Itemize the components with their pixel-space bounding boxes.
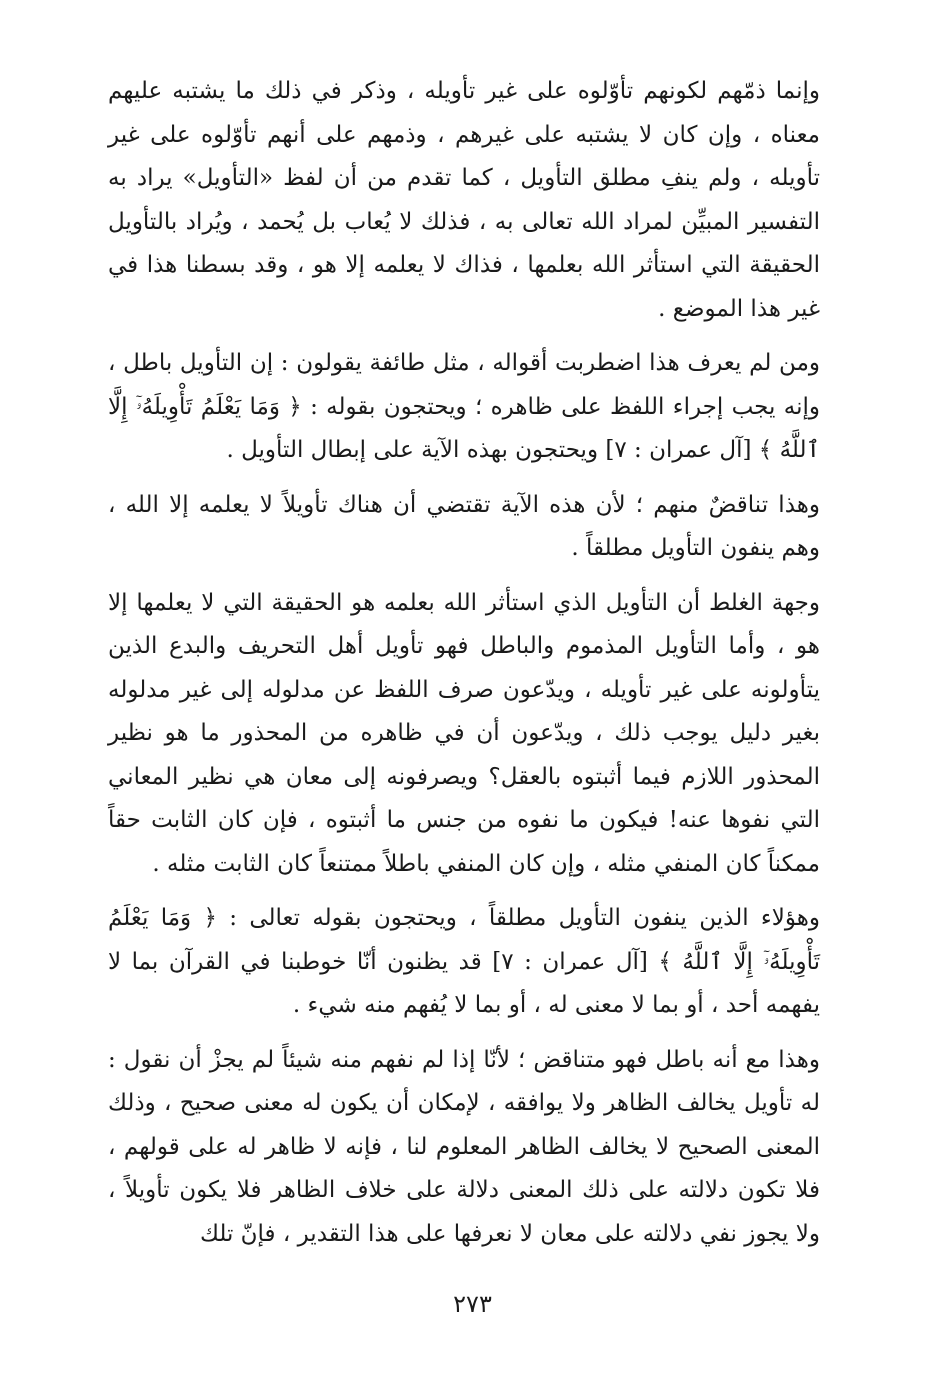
page-number: ٢٧٣ (453, 1290, 492, 1318)
paragraph-2: ومن لم يعرف هذا اضطربت أقواله ، مثل طائفة يقولون : إن التأويل باطل ، وإنه يجب إجراء اللفظ على ظاهره ؛ ويحتجون بقوله : ﴿ وَمَا يَعْلَمُ تَأْوِيلَهُۥٓ إِلَّا ٱللَّهُ ﴾ [آل عمران : ٧] ويحتجون بهذه الآية على إبطال التأويل . (108, 350, 820, 463)
paragraph-6: وهذا مع أنه باطل فهو متناقض ؛ لأنّا إذا لم نفهم منه شيئاً لم يجزْ أن نقول : له تأويل يخالف الظاهر ولا يوافقه ، لإمكان أن يكون له معنى صحيح ، وذلك المعنى الصحيح لا يخالف الظاهر المعلوم لنا ، فإنه لا ظاهر له على قولهم ، فلا تكون دلالته على ذلك المعنى دلالة على خلاف الظاهر فلا يكون تأويلاً ، ولا يجوز نفي دلالته على معان لا نعرفها على هذا التقدير ، فإنّ تلك (108, 1046, 820, 1247)
paragraph-3: وهذا تناقضٌ منهم ؛ لأن هذه الآية تقتضي أن هناك تأويلاً لا يعلمه إلا الله ، وهم ينفون التأويل مطلقاً . (108, 491, 820, 561)
paragraph-4: وجهة الغلط أن التأويل الذي استأثر الله بعلمه هو الحقيقة التي لا يعلمها إلا هو ، وأما التأويل المذموم والباطل فهو تأويل أهل التحريف والبدع الذين يتأولونه على غير تأويله ، ويدّعون صرف اللفظ عن مدلوله إلى غير مدلوله بغير دليل يوجب ذلك ، ويدّعون أن في ظاهره من المحذور ما هو نظير المحذور اللازم فيما أثبتوه بالعقل؟ ويصرفونه إلى معان هي نظير المعاني التي نفوها عنه! فيكون ما نفوه من جنس ما أثبتوه ، فإن كان الثابت حقاً ممكناً كان المنفي مثله ، وإن كان المنفي باطلاً ممتنعاً كان الثابت مثله . (108, 589, 820, 877)
page-text-body (108, 70, 820, 1267)
paragraph-1: وإنما ذمّهم لكونهم تأوّلوه على غير تأويله ، وذكر في ذلك ما يشتبه عليهم معناه ، وإن كان لا يشتبه على غيرهم ، وذمهم على أنهم تأوّلوه على غير تأويله ، ولم ينفِ مطلق التأويل ، كما تقدم من أن لفظ «التأويل» يراد به التفسير المبيِّن لمراد الله تعالى به ، فذلك لا يُعاب بل يُحمد ، ويُراد بالتأويل الحقيقة التي استأثر الله بعلمها ، فذاك لا يعلمه إلا هو ، وقد بسطنا هذا في غير هذا الموضع . (108, 78, 820, 322)
paragraph-5: وهؤلاء الذين ينفون التأويل مطلقاً ، ويحتجون بقوله تعالى : ﴿ وَمَا يَعْلَمُ تَأْوِيلَهُۥٓ إِلَّا ٱللَّهُ ﴾ [آل عمران : ٧] قد يظنون أنّا خوطبنا في القرآن بما لا يفهمه أحد ، أو بما لا معنى له ، أو بما لا يُفهم منه شيء . (108, 905, 820, 1018)
